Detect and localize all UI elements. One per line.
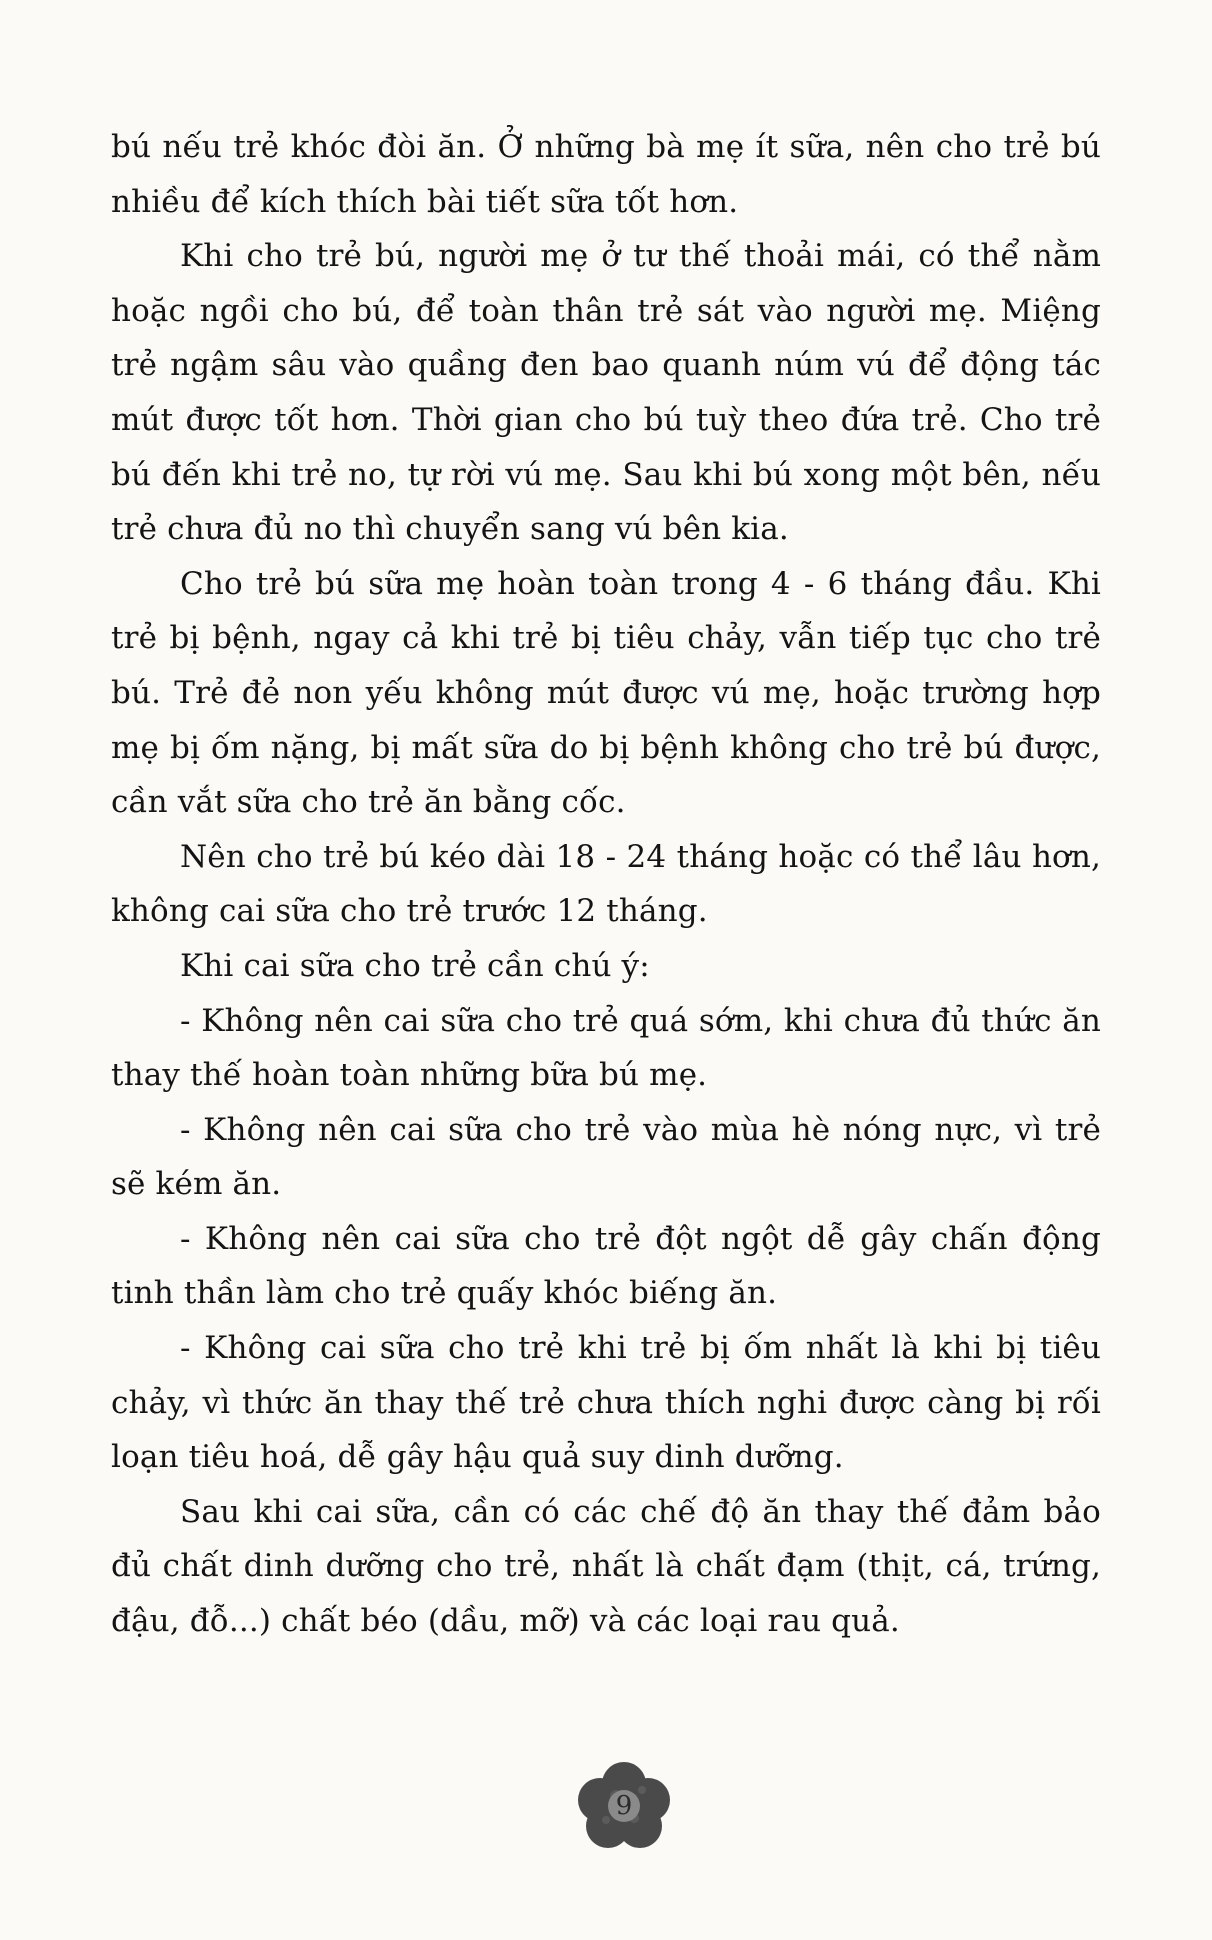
paragraph-4: Nên cho trẻ bú kéo dài 18 - 24 tháng hoặc có thể lâu hơn, không cai sữa cho trẻ trước 12 tháng. bbox=[111, 838, 1101, 930]
paragraph-5: Khi cai sữa cho trẻ cần chú ý: bbox=[180, 947, 650, 984]
list-item-1: - Không nên cai sữa cho trẻ quá sớm, khi chưa đủ thức ăn thay thế hoàn toàn những bữa bú mẹ. bbox=[111, 1002, 1101, 1094]
page-number-badge bbox=[572, 1760, 676, 1852]
list-item-2: - Không nên cai sữa cho trẻ vào mùa hè nóng nực, vì trẻ sẽ kém ăn. bbox=[111, 1111, 1101, 1203]
list-item-4: - Không cai sữa cho trẻ khi trẻ bị ốm nhất là khi bị tiêu chảy, vì thức ăn thay thế trẻ chưa thích nghi được càng bị rối loạn tiêu hoá, dễ gây hậu quả suy dinh dưỡng. bbox=[111, 1330, 1101, 1476]
paragraph-2: Khi cho trẻ bú, người mẹ ở tư thế thoải mái, có thể nằm hoặc ngồi cho bú, để toàn thân trẻ sát vào người mẹ. Miệng trẻ ngậm sâu vào quầng đen bao quanh núm vú để động tác mút được tốt hơn. Thời gian cho bú tuỳ theo đứa trẻ. Cho trẻ bú đến khi trẻ no, tự rời vú mẹ. Sau khi bú xong một bên, nếu trẻ chưa đủ no thì chuyển sang vú bên kia. bbox=[111, 238, 1101, 548]
paragraph-6: Sau khi cai sữa, cần có các chế độ ăn thay thế đảm bảo đủ chất dinh dưỡng cho trẻ, nhất là chất đạm (thịt, cá, trứng, đậu, đỗ...) chất béo (dầu, mỡ) và các loại rau quả. bbox=[111, 1493, 1101, 1640]
list-item-3: - Không nên cai sữa cho trẻ đột ngột dễ gây chấn động tinh thần làm cho trẻ quấy khóc biếng ăn. bbox=[111, 1220, 1101, 1312]
page-number: 9 bbox=[615, 1791, 633, 1821]
paragraph-3: Cho trẻ bú sữa mẹ hoàn toàn trong 4 - 6 tháng đầu. Khi trẻ bị bệnh, ngay cả khi trẻ bị tiêu chảy, vẫn tiếp tục cho trẻ bú. Trẻ đẻ non yếu không mút được vú mẹ, hoặc trường hợp mẹ bị ốm nặng, bị mất sữa do bị bệnh không cho trẻ bú được, cần vắt sữa cho trẻ ăn bằng cốc. bbox=[111, 565, 1101, 821]
body-text bbox=[111, 120, 1101, 1649]
paragraph-1: bú nếu trẻ khóc đòi ăn. Ở những bà mẹ ít sữa, nên cho trẻ bú nhiều để kích thích bài tiết sữa tốt hơn. bbox=[111, 129, 1101, 220]
